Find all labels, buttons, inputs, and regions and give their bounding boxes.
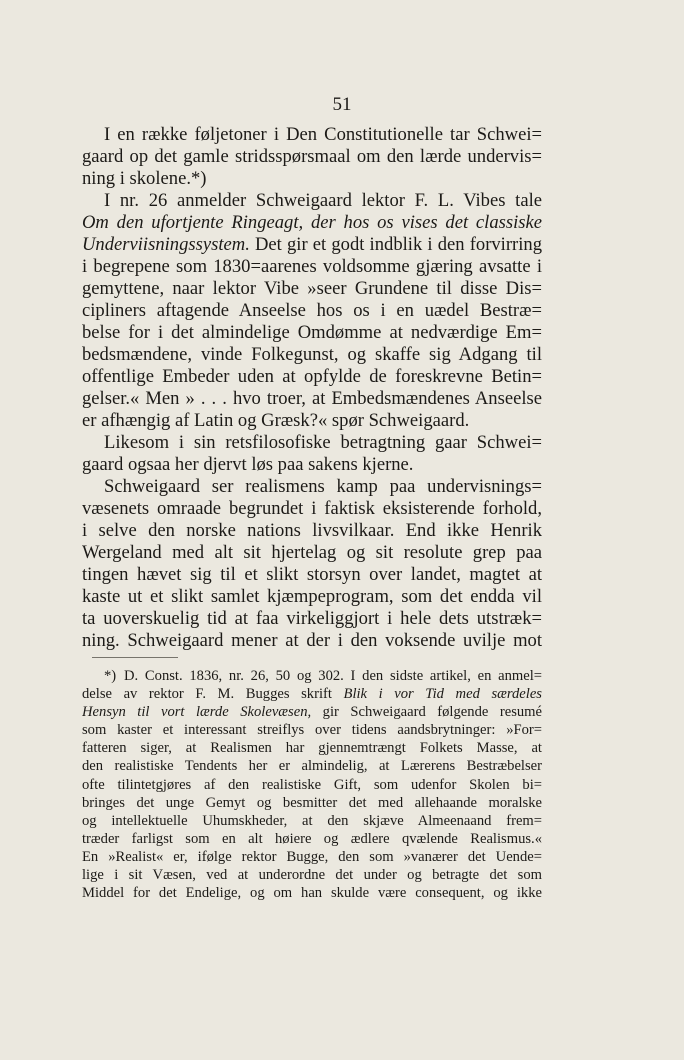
footnote-italic-title: Blik i vor Tid med særdeles	[343, 686, 542, 703]
text-line: gaard op det gamle stridsspørsmaal om den lærde undervis=	[82, 146, 542, 167]
footnote-line	[82, 703, 542, 721]
footnote-text: delse av rektor F. M. Bugges skrift	[82, 686, 332, 703]
footnote-mark: *)	[104, 668, 117, 684]
text-line: bedsmændene, vinde Folkegunst, og skaffe sig Adgang til	[82, 344, 542, 365]
footnote-line: En »Realist« er, ifølge rektor Bugge, den som »vanærer det Uende=	[82, 848, 542, 865]
footnote	[82, 667, 542, 902]
footnote-line: fatteren siger, at Realismen har gjennemtrængt Folkets Masse, at	[82, 740, 542, 757]
footnote-line: Middel for det Endelige, og om han skulde være consequent, og ikke	[82, 885, 542, 902]
body-text	[82, 124, 542, 652]
footnote-text: D. Const. 1836, nr. 26, 50 og 302. I den sidste artikel, en anmel=	[124, 668, 542, 684]
text-line: Schweigaard ser realismens kamp paa undervisnings=	[104, 476, 542, 497]
footnote-divider	[92, 657, 178, 658]
text-line: belse for i det almindelige Omdømme at nedværdige Em=	[82, 322, 542, 343]
footnote-line: den realistiske Tendents her er almindelig, at Lærerens Bestræbelser	[82, 758, 542, 775]
footnote-line	[82, 667, 542, 685]
footnote-line: ofte tilintetgjøres af den realistiske Gift, som udenfor Skolen bi=	[82, 776, 542, 793]
text-line: ta uoverskuelig tid at faa virkeliggjort i hele dets utstræk=	[82, 608, 542, 629]
text-line: ning. Schweigaard mener at der i den voksende uvilje mot	[82, 630, 542, 651]
text-line	[82, 234, 542, 256]
text-line: kaste ut et slikt samlet kjæmpeprogram, som det endda vil	[82, 586, 542, 607]
text-line: I en række føljetoner i Den Constitutionelle tar Schwei=	[104, 124, 542, 145]
text-line-italic: Om den ufortjente Ringeagt, der hos os vises det classiske	[82, 212, 542, 233]
text-run: Det gir et godt indblik i den forvirring	[249, 234, 542, 255]
footnote-line: træder farligst som en alt høiere og ædlere qvælende Realismus.«	[82, 830, 542, 847]
text-line: gaard ogsaa her djervt løs paa sakens kjerne.	[82, 454, 414, 475]
page-number: 51	[332, 94, 352, 115]
text-line: gemyttene, naar lektor Vibe »seer Grundene til disse Dis=	[82, 278, 542, 299]
text-line: i selve den norske nations livsvilkaar. End ikke Henrik	[82, 520, 542, 541]
text-line: gelser.« Men » . . . hvo troer, at Embedsmændenes Anseelse	[82, 388, 542, 409]
footnote-line: lige i sit Væsen, ved at underordne det under og betragte det som	[82, 867, 542, 884]
footnote-line: og intellektuelle Uhumskheder, at den skjæve Almeenaand frem=	[82, 812, 542, 829]
text-line: Likesom i sin retsfilosofiske betragtning gaar Schwei=	[104, 432, 542, 453]
text-line: ning i skolene.*)	[82, 168, 207, 189]
text-line: i begrepene som 1830=aarenes voldsomme gjæring avsatte i	[82, 256, 542, 277]
text-line: tingen hævet sig til et slikt storsyn over landet, magtet at	[82, 564, 542, 585]
text-line: væsenets omraade begrundet i faktisk eksisterende forhold,	[82, 498, 542, 519]
text-line: I nr. 26 anmelder Schweigaard lektor F. L. Vibes tale	[104, 190, 542, 211]
text-line: offentlige Embeder uden at opfylde de foreskrevne Betin=	[82, 366, 542, 387]
text-line: er afhængig af Latin og Græsk?« spør Schweigaard.	[82, 410, 470, 431]
footnote-italic-title: Hensyn til vort lærde Skolevæsen,	[82, 704, 312, 721]
footnote-text: gir Schweigaard følgende resumé	[311, 704, 542, 721]
italic-title: Underviisningssystem.	[82, 234, 250, 255]
text-line: Wergeland med alt sit hjertelag og sit resolute grep paa	[82, 542, 542, 563]
footnote-line: bringes det unge Gemyt og besmitter det med allehaande moralske	[82, 794, 542, 811]
text-line: cipliners aftagende Anseelse hos os i en uædel Bestræ=	[82, 300, 542, 321]
footnote-line	[82, 685, 542, 703]
footnote-line: som kaster et interessant streiflys over tidens aandsbrytninger: »For=	[82, 722, 542, 739]
